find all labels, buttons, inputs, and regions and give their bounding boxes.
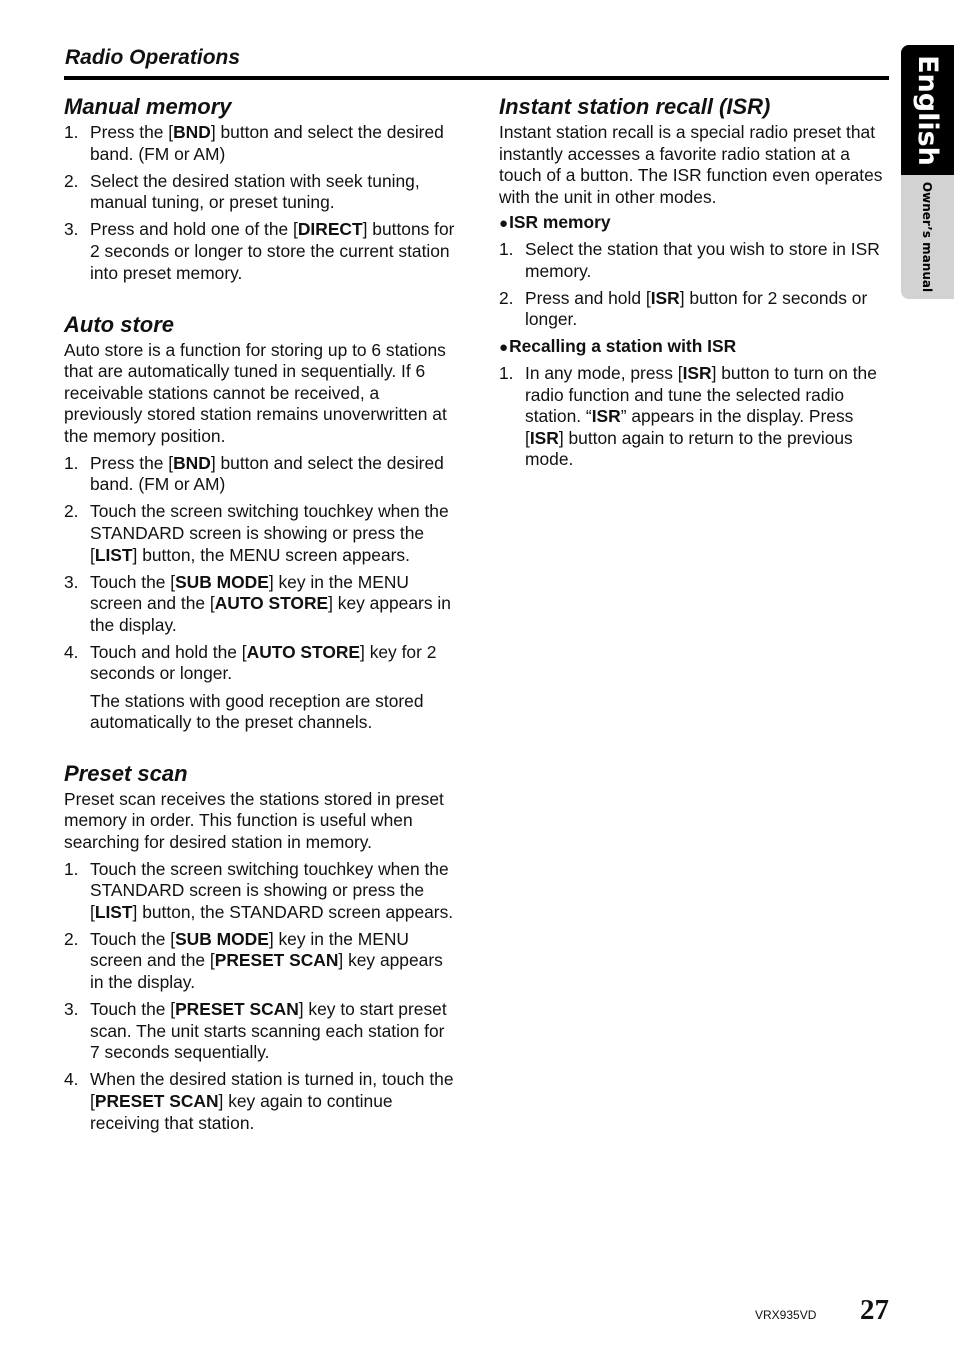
manual-tab-label-box bbox=[901, 176, 954, 298]
step-text: Select the desired station with seek tuning, manual tuning, or preset tuning. bbox=[90, 170, 420, 213]
preset-scan-heading: Preset scan bbox=[64, 760, 188, 786]
isr-memory-steps bbox=[499, 239, 891, 331]
step-text: ” appears in the display. Press [ bbox=[525, 406, 854, 448]
key-label: SUB MODE bbox=[175, 928, 269, 949]
step-number: 3. bbox=[64, 571, 79, 592]
key-label: AUTO STORE bbox=[214, 593, 329, 614]
step-text: ] button to turn on the radio function and tune the selected radio station. “ bbox=[525, 362, 877, 427]
left-column bbox=[64, 92, 456, 1140]
key-label: DIRECT bbox=[297, 219, 363, 240]
list-item bbox=[64, 642, 456, 685]
step-text: Touch the [ bbox=[90, 999, 176, 1020]
key-label: PRESET SCAN bbox=[175, 999, 299, 1020]
step-number: 2. bbox=[499, 287, 514, 308]
isr-recall-steps bbox=[499, 363, 891, 471]
list-item bbox=[64, 219, 456, 284]
list-item bbox=[64, 122, 456, 165]
auto-store-steps bbox=[64, 453, 456, 685]
step-text: Touch and hold the [ bbox=[90, 641, 247, 662]
step-text: Press the [ bbox=[90, 122, 174, 142]
preset-scan-steps bbox=[64, 859, 456, 1135]
auto-store-intro: Auto store is a function for storing up to 6 stations that are automatically tuned in sequentially. If 6 receivable stations cannot be received, a previously stored station remains unoverwritten at the memory position. bbox=[64, 339, 447, 447]
step-number: 1. bbox=[499, 238, 514, 259]
bullet-icon: ● bbox=[499, 215, 509, 233]
isr-memory-subheading bbox=[499, 212, 891, 235]
step-text: ] button for 2 seconds or longer. bbox=[525, 287, 868, 330]
step-text: Press and hold [ bbox=[525, 287, 651, 308]
step-number: 2. bbox=[64, 170, 79, 191]
step-text: ] key to start preset scan. The unit starts scanning each station for 7 seconds sequentially. bbox=[90, 999, 447, 1063]
key-label: PRESET SCAN bbox=[214, 950, 339, 971]
step-number: 3. bbox=[64, 999, 79, 1020]
list-item bbox=[64, 859, 456, 924]
step-number: 4. bbox=[64, 1069, 79, 1090]
step-text: ] key appears in the display. bbox=[90, 950, 443, 992]
list-item bbox=[499, 288, 891, 331]
step-text: Touch the [ bbox=[90, 928, 176, 949]
key-label: PRESET SCAN bbox=[94, 1090, 219, 1111]
step-number: 2. bbox=[64, 501, 79, 522]
step-text: Touch the [ bbox=[90, 571, 176, 592]
key-label: LIST bbox=[94, 544, 133, 565]
right-column bbox=[499, 92, 891, 476]
list-item bbox=[64, 453, 456, 496]
step-text: ] key again to continue receiving that station. bbox=[90, 1090, 393, 1133]
list-item bbox=[64, 929, 456, 994]
step-text: Press and hold one of the [ bbox=[90, 219, 298, 240]
list-item bbox=[499, 363, 891, 471]
step-text: Press the [ bbox=[90, 452, 174, 473]
step-text: ] key in the MENU screen and the [ bbox=[90, 928, 409, 971]
step-text: Select the station that you wish to store in ISR memory. bbox=[525, 238, 880, 281]
step-text: ] button and select the desired band. (FM or AM) bbox=[90, 452, 444, 495]
preset-scan-intro: Preset scan receives the stations stored in preset memory in order. This function is useful when searching for desired station in memory. bbox=[64, 788, 444, 852]
step-text: Touch the screen switching touchkey when the STANDARD screen is showing or press the [ bbox=[90, 501, 449, 565]
step-text: ] button, the MENU screen appears. bbox=[132, 544, 410, 565]
list-item bbox=[499, 239, 891, 282]
list-item bbox=[64, 171, 456, 214]
step-text: ] button and select the desired band. (FM or AM) bbox=[90, 122, 444, 164]
manual-memory-steps bbox=[64, 122, 456, 284]
step-text: ] buttons for 2 seconds or longer to store the current station into preset memory. bbox=[90, 219, 455, 283]
step-text: ] key for 2 seconds or longer. bbox=[90, 641, 437, 684]
step-text: ] key appears in the display. bbox=[90, 593, 451, 635]
key-label: BND bbox=[173, 122, 211, 142]
step-number: 1. bbox=[64, 122, 79, 142]
step-number: 4. bbox=[64, 641, 79, 662]
step-number: 2. bbox=[64, 928, 79, 949]
section-title: Radio Operations bbox=[65, 46, 241, 69]
key-label: BND bbox=[173, 452, 211, 473]
key-label: SUB MODE bbox=[175, 571, 269, 592]
step-text: ] button, the STANDARD screen appears. bbox=[132, 901, 454, 922]
step-text: In any mode, press [ bbox=[525, 362, 683, 383]
isr-recall-title: Recalling a station with ISR bbox=[509, 336, 737, 357]
key-label: AUTO STORE bbox=[246, 641, 361, 662]
manual-memory-heading: Manual memory bbox=[64, 94, 232, 119]
auto-store-heading: Auto store bbox=[64, 311, 174, 337]
key-label: ISR bbox=[591, 406, 621, 427]
step-number: 3. bbox=[64, 219, 79, 240]
key-label: ISR bbox=[682, 362, 712, 383]
list-item bbox=[64, 572, 456, 637]
isr-intro: Instant station recall is a special radio preset that instantly accesses a favorite radio station at a touch of a button. The ISR function even operates with the unit in other modes. bbox=[499, 122, 883, 207]
key-label: ISR bbox=[650, 287, 680, 308]
list-item bbox=[64, 1069, 456, 1134]
bullet-icon: ● bbox=[499, 339, 509, 357]
isr-heading: Instant station recall (ISR) bbox=[499, 94, 771, 119]
list-item bbox=[64, 501, 456, 566]
key-label: ISR bbox=[529, 427, 559, 448]
step-number: 1. bbox=[64, 858, 79, 879]
step-number: 1. bbox=[64, 452, 79, 473]
step-number: 1. bbox=[499, 362, 514, 383]
isr-memory-title: ISR memory bbox=[509, 212, 611, 233]
list-item bbox=[64, 999, 456, 1064]
manual-tab-label: Owner’s manual bbox=[920, 181, 935, 293]
step-text: Touch the screen switching touchkey when the STANDARD screen is showing or press the [ bbox=[90, 858, 449, 922]
isr-recall-subheading bbox=[499, 336, 891, 359]
header-rule bbox=[64, 76, 889, 80]
model-number: VRX935VD bbox=[755, 1308, 817, 1322]
step-text: When the desired station is turned in, touch the [ bbox=[90, 1069, 454, 1111]
step-text: ] key in the MENU screen and the [ bbox=[90, 571, 409, 614]
key-label: LIST bbox=[94, 901, 133, 922]
page-number: 27 bbox=[860, 1294, 889, 1326]
auto-store-note: The stations with good reception are stored automatically to the preset channels. bbox=[90, 690, 424, 733]
language-tab-label-box bbox=[901, 45, 954, 175]
step-text: ] button again to return to the previous mode. bbox=[525, 427, 853, 470]
language-tab-label: English bbox=[912, 54, 944, 166]
